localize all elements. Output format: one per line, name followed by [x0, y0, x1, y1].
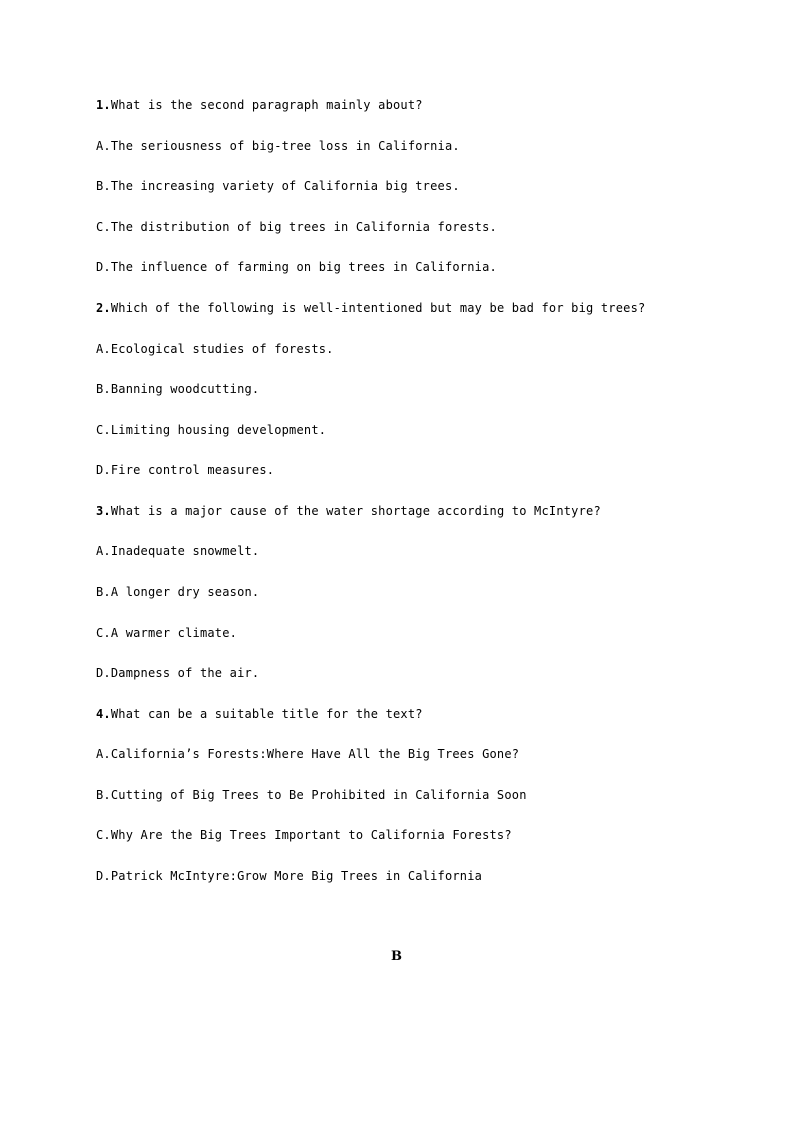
question-text: What can be a suitable title for the text? — [110, 707, 423, 721]
question-2-option-b: B.Banning woodcutting. — [96, 382, 260, 396]
question-text: What is a major cause of the water shortage according to McIntyre? — [110, 504, 601, 518]
question-4-option-c: C.Why Are the Big Trees Important to California Forests? — [96, 828, 512, 842]
question-2-option-a: A.Ecological studies of forests. — [96, 342, 334, 356]
question-1-stem — [96, 97, 423, 113]
question-1-option-a: A.The seriousness of big-tree loss in California. — [96, 139, 460, 153]
question-text: What is the second paragraph mainly about? — [110, 98, 423, 112]
question-3-option-c: C.A warmer climate. — [96, 626, 238, 640]
question-2-option-d: D.Fire control measures. — [96, 463, 275, 477]
question-2-option-c: C.Limiting housing development. — [96, 423, 327, 437]
question-number: 2. — [96, 301, 111, 315]
question-number: 1. — [96, 98, 111, 112]
section-heading: B — [391, 949, 402, 964]
question-number: 4. — [96, 707, 111, 721]
question-3-option-b: B.A longer dry season. — [96, 585, 260, 599]
question-3-option-d: D.Dampness of the air. — [96, 666, 260, 680]
question-4-option-d: D.Patrick McIntyre:Grow More Big Trees in California — [96, 869, 483, 883]
question-2-stem — [96, 300, 645, 316]
question-1-option-c: C.The distribution of big trees in California forests. — [96, 220, 497, 234]
question-3-stem — [96, 503, 601, 519]
question-3-option-a: A.Inadequate snowmelt. — [96, 544, 260, 558]
question-4-stem — [96, 706, 423, 722]
question-text: Which of the following is well-intentioned but may be bad for big trees? — [110, 301, 646, 315]
question-4-option-a: A.California’s Forests:Where Have All the Big Trees Gone? — [96, 747, 520, 761]
question-1-option-d: D.The influence of farming on big trees in California. — [96, 260, 497, 274]
question-4-option-b: B.Cutting of Big Trees to Be Prohibited in California Soon — [96, 788, 527, 802]
question-number: 3. — [96, 504, 111, 518]
question-1-option-b: B.The increasing variety of California big trees. — [96, 179, 460, 193]
